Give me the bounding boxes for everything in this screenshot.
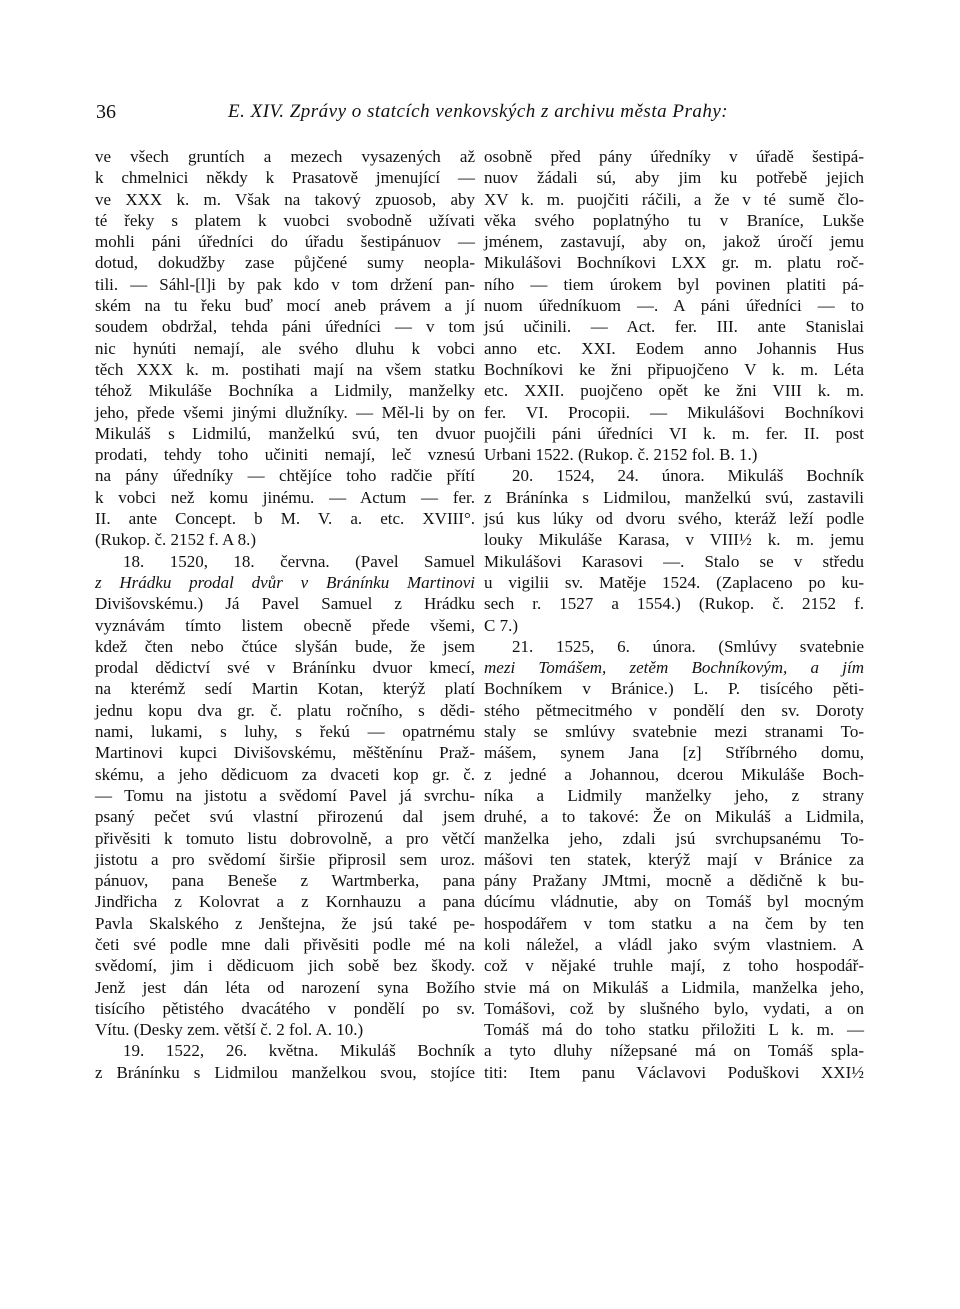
text-line: přivěsiti k tomuto listu dobrovolně, a pro větčí	[95, 828, 475, 848]
running-title: E. XIV. Zprávy o statcích venkovských z archivu města Prahy:	[228, 101, 729, 122]
text-line: z Bránínka s Lidmilou, manželkú svú, zastavili	[484, 487, 864, 507]
text-line: mášovi ten statek, kterýž mají v Bránice za	[484, 849, 864, 869]
text-line: louky Mikuláše Karasa, v VIII½ k. m. jemu	[484, 530, 864, 550]
text-line: jsú kus lúky od dvoru svého, kteráž leží podle	[484, 509, 864, 529]
text-line: Pavla Skalského z Jenštejna, že jsú také pe-	[95, 913, 475, 933]
text-line: jsú učinili. — Act. fer. III. ante Stanislai	[484, 317, 864, 337]
text-line: Tomáš má do toho statku přiložiti L k. m. —	[484, 1020, 864, 1040]
text-line: té řeky s platem k vuobci svobodně užívati	[95, 210, 475, 230]
text-line: mohli páni úředníci do úřadu šestipánuov —	[95, 232, 475, 252]
text-line: Mikuláš s Lidmilú, manželkú svú, ten dvuor	[95, 423, 475, 443]
text-line: koli náležel, a vládl jako svým vlastniem. A	[484, 934, 864, 954]
text-line: psaný pečet svú vlastní přirozenú dal jsem	[95, 807, 475, 827]
text-line: Bochníkovi ke žni připuojčeno V k. m. Léta	[484, 359, 864, 379]
text-line: II. ante Concept. b M. V. a. etc. XVIII°.	[95, 509, 475, 529]
text-line: ském na tu řeku buď mocí aneb právem a jí	[95, 296, 475, 316]
text-line: C 7.)	[484, 615, 518, 635]
text-line: skému, a jeho dědicuom za dvaceti kop gr. č.	[95, 764, 475, 784]
page-header	[96, 101, 866, 125]
text-line: z Hrádku prodal dvůr v Bránínku Martinovi	[95, 572, 475, 592]
text-line: Martinovi kupci Divišovskému, měštěnínu Praž-	[95, 743, 475, 763]
left-column	[95, 146, 475, 1083]
text-line: — Tomu na jistotu a svědomí Pavel já svrchu-	[95, 785, 475, 805]
text-line: jistotu a pro svědomí širšie připrosil sem uroz.	[95, 849, 475, 869]
text-line: nami, lukami, s luhy, s řekú — opatrnému	[95, 722, 475, 742]
text-line: Vítu. (Desky zem. větší č. 2 fol. A. 10.)	[95, 1020, 364, 1040]
text-line: jménem, zastavují, aby on, jakož úročí jemu	[484, 232, 864, 252]
text-line: dúcímu vládnutie, aby on Tomáš byl mocným	[484, 892, 864, 912]
text-line: tisícího pětistého dvacátého v pondělí po sv.	[95, 998, 475, 1018]
text-line: tili. — Sáhl-[l]i by pak kdo v tom držení pan-	[95, 274, 475, 294]
text-line: na pány úředníky — chtějíce toho radčie přítí	[95, 466, 475, 486]
text-line: staly se smlúvy svatebnie mezi stranami To-	[484, 722, 864, 742]
text-line: hospodářem v tom statku a na čem by ten	[484, 913, 864, 933]
entry-heading-20: 20. 1524, 24. února. Mikuláš Bochník	[512, 466, 864, 486]
text-line: z jedné a Johannou, dcerou Mikuláše Boch-	[484, 764, 864, 784]
text-line: dotud, dokudžby zase půjčené sumy neopla-	[95, 253, 475, 273]
text-line: etc. XXII. puojčeno opět ke žni VIII k. m.	[484, 381, 864, 401]
right-column	[484, 146, 864, 1083]
text-line: ve XXX k. m. Však na takový zpuosob, aby	[95, 189, 475, 209]
text-line: pány Pražany JMtmi, mocně a dědičně k bu-	[484, 871, 864, 891]
text-line: (Rukop. č. 2152 f. A 8.)	[95, 530, 257, 550]
text-line: mášem, synem Jana [z] Stříbrného domu,	[484, 743, 864, 763]
text-line: prodati, tehdy toho učiniti nemají, leč vznesú	[95, 445, 475, 465]
text-line: což v nějaké truhle mají, z toho hospodář-	[484, 956, 864, 976]
text-line: Jenž jest dán léta od narození syna Božího	[95, 977, 475, 997]
text-line: svědomí, jim i dědicuom jich sobě bez škody.	[95, 956, 475, 976]
text-line: níka a Lidmily manželky jeho, z strany	[484, 785, 864, 805]
text-line: Bochníkem v Bránice.) L. P. tisícého pěti-	[484, 679, 864, 699]
text-line: ve všech gruntích a mezech vysazených až	[95, 147, 475, 166]
text-line: na kterémž sedí Martin Kotan, kterýž platí	[95, 679, 475, 699]
page-number: 36	[96, 101, 116, 123]
text-line: jednu kopu dva gr. č. platu ročního, s dědi-	[95, 700, 475, 720]
text-line: XV k. m. puojčiti ráčili, a že v té sumě člo-	[484, 189, 864, 209]
text-line: četi své podle mne dali přivěsiti podle mé na	[95, 934, 475, 954]
text-line: pánuov, pana Beneše z Wartmberka, pana	[95, 871, 475, 891]
text-line: sech r. 1527 a 1554.) (Rukop. č. 2152 f.	[484, 594, 864, 614]
text-line: z Bránínku s Lidmilou manželkou svou, stojíce	[95, 1062, 475, 1082]
text-line: anno etc. XXI. Eodem anno Johannis Hus	[484, 338, 864, 358]
text-line: u vigilii sv. Matěje 1524. (Zaplaceno po ku-	[484, 572, 864, 592]
text-line: nuom úředníkuom —. A páni úředníci — to	[484, 296, 864, 316]
text-line: mezi Tomášem, zetěm Bochníkovým, a jím	[484, 658, 864, 678]
text-line: osobně před pány úředníky v úřadě šestipá-	[484, 147, 864, 166]
text-line: k vobci než komu jinému. — Actum — fer.	[95, 487, 475, 507]
text-line: jeho, přede všemi jinými dlužníky. — Měl-li by on	[95, 402, 475, 422]
text-line: prodal dědictví své v Bránínku dvuor kmecí,	[95, 658, 475, 678]
text-line: a tyto dluhy nížepsané má on Tomáš spla-	[484, 1041, 864, 1061]
text-line: soudem obdržal, tehda páni úředníci — v tom	[95, 317, 475, 337]
entry-heading-21: 21. 1525, 6. února. (Smlúvy svatebnie	[512, 636, 864, 656]
text-line: Mikulášovi Bochníkovi LXX gr. m. platu roč-	[484, 253, 864, 273]
text-line: vyznávám tímto listem obecně přede všemi,	[95, 615, 475, 635]
entry-heading-18: 18. 1520, 18. června. (Pavel Samuel	[123, 551, 475, 571]
text-line: Mikulášovi Karasovi —. Stalo se v středu	[484, 551, 864, 571]
text-line: Jindřicha z Kolovrat a z Kornhauzu a pana	[95, 892, 475, 912]
text-line: kdež čten nebo čtúce slyšán bude, že jsem	[95, 636, 475, 656]
text-line: stého pětmecitmého v pondělí den sv. Doroty	[484, 700, 864, 720]
text-line: téhož Mikuláše Bochníka a Lidmily, manželky	[95, 381, 475, 401]
text-line: Urbani 1522. (Rukop. č. 2152 fol. B. 1.)	[484, 445, 758, 465]
text-line: titi: Item panu Václavovi Poduškovi XXI½	[484, 1062, 864, 1082]
text-line: ního — tiem úrokem byl povinen platiti pá-	[484, 274, 864, 294]
text-line: věka svého poplatnýho tu v Braníce, Lukše	[484, 210, 864, 230]
text-line: nic hynúti nemají, ale svého dluhu k vobci	[95, 338, 475, 358]
text-line: manželka jeho, zdali jsú svrchupsanému To-	[484, 828, 864, 848]
text-line: k chmelnici někdy k Prasatově jmenující —	[95, 168, 475, 188]
text-line: těch XXX k. m. postihati mají na všem statku	[95, 359, 475, 379]
text-line: fer. VI. Procopii. — Mikulášovi Bochníkovi	[484, 402, 864, 422]
text-line: druhé, a to takové: Že on Mikuláš a Lidmila,	[484, 807, 864, 827]
text-line: puojčili páni úředníci VI k. m. fer. II. post	[484, 423, 864, 443]
entry-heading-19: 19. 1522, 26. května. Mikuláš Bochník	[123, 1041, 475, 1061]
text-line: nuov žádali sú, aby jim ku potřebě jejich	[484, 168, 864, 188]
text-line: Tomášovi, což by slušného bylo, vydati, a on	[484, 998, 864, 1018]
text-line: stvie má on Mikuláš a Lidmila, manželka jeho,	[484, 977, 864, 997]
text-line: Divišovskému.) Já Pavel Samuel z Hrádku	[95, 594, 475, 614]
